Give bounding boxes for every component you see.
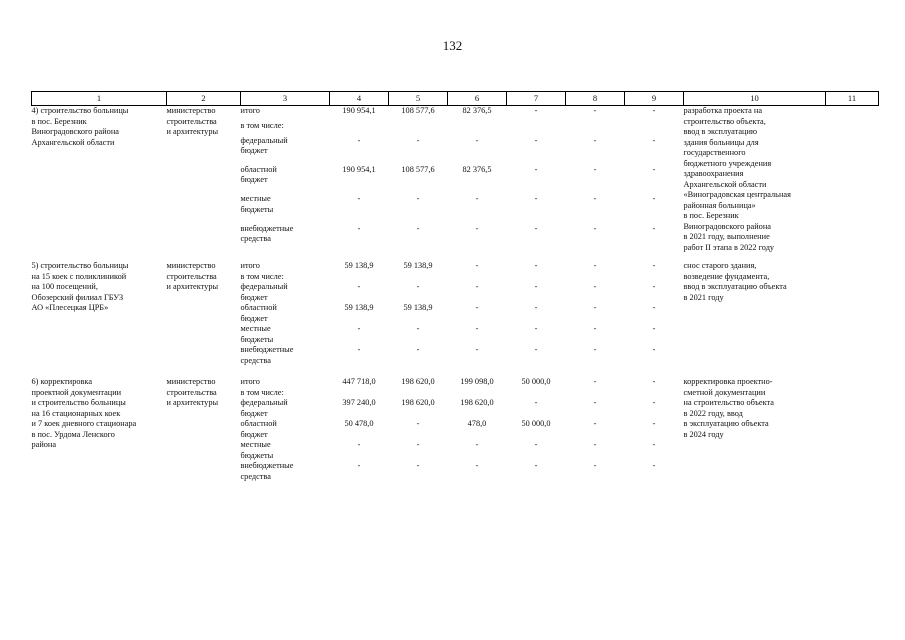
- expected-result-line: работ II этапа в 2022 году: [683, 242, 775, 252]
- responsible-agency-line: министерство: [166, 377, 216, 386]
- amount-cell: 198 620,0: [401, 398, 435, 407]
- expected-result-line: государственного: [683, 148, 746, 157]
- funding-source-line: бюджет: [240, 175, 268, 185]
- table-row: [32, 106, 879, 121]
- funding-source-line: в том числе:: [240, 271, 284, 281]
- amount-cell: -: [534, 324, 538, 333]
- amount-cell: -: [357, 135, 361, 145]
- project-name-line: 6) корректировка: [31, 377, 93, 386]
- funding-source-line: внебюджетные: [240, 345, 294, 354]
- funding-source-line: федеральный: [240, 135, 288, 145]
- amount-cell: -: [593, 223, 597, 233]
- amount-cell: -: [652, 377, 656, 386]
- header-row: [32, 92, 879, 106]
- amount-cell: -: [357, 223, 361, 233]
- funding-source-line: областной: [240, 164, 277, 174]
- amount-cell: -: [475, 261, 479, 270]
- responsible-agency-line: строительства: [166, 271, 217, 281]
- expected-result-line: на строительство объекта: [683, 398, 774, 407]
- amount-cell: -: [416, 135, 420, 145]
- program-table: [31, 91, 879, 482]
- project-name: [32, 106, 167, 254]
- project-name-line: Виноградовского района: [31, 127, 119, 136]
- amount-cell: [330, 388, 389, 399]
- project-name-line: в пос. Урдома Ленского: [31, 429, 115, 439]
- project-name-line: 4) строительство больницы: [31, 106, 129, 115]
- expected-result-line: сметной документации: [683, 387, 766, 397]
- funding-source: [241, 377, 330, 388]
- amount-cell: -: [652, 135, 656, 145]
- funding-source: [241, 165, 330, 194]
- table-body: [32, 106, 879, 483]
- funding-source: [241, 282, 330, 303]
- amount-cell: -: [652, 223, 656, 233]
- project-name-line: и строительство больницы: [31, 398, 126, 407]
- responsible-agency: [167, 106, 241, 254]
- funding-source-line: внебюджетные: [240, 461, 294, 470]
- amount-cell: -: [534, 135, 538, 145]
- col-header: 5: [389, 92, 448, 106]
- project-name-line: Обозерский филиал ГБУЗ: [31, 292, 124, 302]
- funding-source-line: средства: [240, 471, 271, 481]
- amount-cell: -: [652, 261, 656, 270]
- funding-source-line: федеральный: [240, 398, 288, 407]
- amount-cell: 190 954,1: [342, 164, 376, 174]
- amount-cell: [448, 272, 507, 283]
- amount-cell: -: [593, 324, 597, 333]
- expected-result: [684, 261, 826, 366]
- col-header: 9: [625, 92, 684, 106]
- amount-cell: -: [534, 303, 538, 312]
- amount-cell: -: [593, 282, 597, 291]
- amount-cell: 198 620,0: [460, 398, 494, 407]
- funding-source: [241, 388, 330, 399]
- amount-cell: 82 376,5: [462, 106, 492, 115]
- project-name-line: АО «Плесецкая ЦРБ»: [31, 303, 109, 312]
- amount-cell: 82 376,5: [462, 164, 492, 174]
- amount-cell: -: [652, 398, 656, 407]
- col-header: 6: [448, 92, 507, 106]
- amount-cell: -: [534, 261, 538, 270]
- amount-cell: -: [534, 398, 538, 407]
- amount-cell: -: [357, 440, 361, 449]
- funding-source-line: средства: [240, 355, 271, 365]
- funding-source-line: итого: [240, 377, 260, 386]
- amount-cell: -: [534, 106, 538, 115]
- amount-cell: 447 718,0: [342, 377, 376, 386]
- amount-cell: -: [475, 194, 479, 204]
- amount-cell: -: [416, 419, 420, 428]
- amount-cell: -: [593, 419, 597, 428]
- amount-cell: -: [357, 461, 361, 470]
- funding-source: [241, 398, 330, 419]
- amount-cell: -: [534, 194, 538, 204]
- amount-cell: -: [593, 398, 597, 407]
- amount-cell: 50 000,0: [521, 419, 551, 428]
- expected-result-line: ввод в эксплуатацию объекта: [683, 282, 787, 291]
- amount-cell: -: [416, 345, 420, 354]
- expected-result-line: в 2024 году: [683, 429, 724, 439]
- amount-cell: -: [416, 194, 420, 204]
- funding-source: [241, 272, 330, 283]
- amount-cell: -: [534, 440, 538, 449]
- amount-cell: [448, 121, 507, 136]
- funding-source: [241, 194, 330, 223]
- expected-result-line: в эксплуатацию объекта: [683, 419, 769, 428]
- block-spacer: [32, 253, 879, 261]
- funding-source: [241, 419, 330, 440]
- project-name-line: 5) строительство больницы: [31, 261, 129, 270]
- responsible-agency-line: и архитектуры: [166, 282, 219, 291]
- expected-result-line: корректировка проектно-: [683, 377, 773, 386]
- funding-source-line: местные: [240, 324, 271, 333]
- expected-result-line: здания больницы для: [683, 137, 759, 147]
- amount-cell: -: [652, 461, 656, 470]
- col-header: 1: [32, 92, 167, 106]
- col-header: 2: [167, 92, 241, 106]
- responsible-agency: [167, 261, 241, 366]
- funding-source-line: местные: [240, 194, 271, 204]
- amount-cell: -: [652, 303, 656, 312]
- funding-source-line: в том числе:: [240, 120, 284, 130]
- responsible-agency-line: строительства: [166, 116, 217, 126]
- expected-result-line: возведение фундамента,: [683, 271, 770, 281]
- expected-result-line: в 2021 году, выполнение: [683, 232, 770, 241]
- amount-cell: [566, 272, 625, 283]
- amount-cell: -: [593, 164, 597, 174]
- funding-source: [241, 461, 330, 482]
- amount-cell: -: [475, 440, 479, 449]
- funding-source-line: в том числе:: [240, 387, 284, 397]
- funding-source: [241, 224, 330, 253]
- responsible-agency-line: и архитектуры: [166, 398, 219, 407]
- amount-cell: -: [475, 223, 479, 233]
- funding-source: [241, 106, 330, 121]
- funding-source-line: областной: [240, 303, 277, 312]
- expected-result-line: в 2021 году: [683, 292, 724, 302]
- funding-source-line: местные: [240, 440, 271, 449]
- amount-cell: [625, 388, 684, 399]
- amount-cell: [389, 272, 448, 283]
- amount-cell: -: [534, 345, 538, 354]
- amount-cell: [566, 388, 625, 399]
- funding-source: [241, 324, 330, 345]
- amount-cell: -: [534, 164, 538, 174]
- amount-cell: -: [357, 194, 361, 204]
- col-header: 8: [566, 92, 625, 106]
- project-name-line: и 7 коек дневного стационара: [31, 419, 137, 428]
- amount-cell: -: [534, 461, 538, 470]
- funding-source-line: бюджеты: [240, 450, 274, 460]
- responsible-agency-line: строительства: [166, 387, 217, 397]
- project-name-line: на 16 стационарных коек: [31, 408, 121, 418]
- amount-cell: -: [593, 194, 597, 204]
- funding-source: [241, 345, 330, 366]
- funding-source-line: итого: [240, 106, 260, 115]
- funding-source-line: бюджет: [240, 292, 268, 302]
- amount-cell: -: [534, 282, 538, 291]
- funding-source-line: областной: [240, 419, 277, 428]
- funding-source-line: внебюджетные: [240, 223, 294, 233]
- funding-source: [241, 440, 330, 461]
- amount-cell: -: [475, 282, 479, 291]
- responsible-agency: [167, 377, 241, 482]
- funding-source-line: бюджет: [240, 429, 268, 439]
- amount-cell: -: [652, 164, 656, 174]
- amount-cell: -: [593, 345, 597, 354]
- amount-cell: [389, 121, 448, 136]
- expected-result-line: Архангельской области: [683, 179, 767, 189]
- amount-cell: 50 478,0: [344, 419, 374, 428]
- amount-cell: -: [652, 106, 656, 115]
- funding-source: [241, 121, 330, 136]
- amount-cell: -: [652, 345, 656, 354]
- amount-cell: -: [593, 461, 597, 470]
- expected-result-line: районная больница»: [683, 200, 756, 210]
- notes-cell: [826, 261, 879, 366]
- funding-source-line: бюджет: [240, 408, 268, 418]
- expected-result-line: в 2022 году, ввод: [683, 408, 743, 418]
- amount-cell: -: [593, 440, 597, 449]
- amount-cell: -: [593, 106, 597, 115]
- expected-result-line: в пос. Березник: [683, 211, 739, 220]
- expected-result-line: строительство объекта,: [683, 116, 766, 126]
- amount-cell: -: [357, 345, 361, 354]
- responsible-agency-line: министерство: [166, 261, 216, 270]
- notes-cell: [826, 377, 879, 482]
- amount-cell: [330, 121, 389, 136]
- amount-cell: [625, 121, 684, 136]
- responsible-agency-line: министерство: [166, 106, 216, 115]
- amount-cell: -: [652, 282, 656, 291]
- amount-cell: -: [416, 461, 420, 470]
- expected-result-line: «Виноградовская центральная: [683, 190, 791, 199]
- amount-cell: -: [416, 324, 420, 333]
- expected-result: [684, 106, 826, 254]
- project-name-line: на 100 посещений,: [31, 282, 98, 291]
- amount-cell: -: [416, 440, 420, 449]
- amount-cell: [625, 272, 684, 283]
- col-header: 4: [330, 92, 389, 106]
- amount-cell: -: [652, 324, 656, 333]
- amount-cell: -: [593, 135, 597, 145]
- amount-cell: -: [475, 303, 479, 312]
- amount-cell: [448, 388, 507, 399]
- amount-cell: -: [593, 261, 597, 270]
- table-row: [32, 261, 879, 272]
- amount-cell: -: [652, 440, 656, 449]
- project-name-line: Архангельской области: [31, 137, 115, 147]
- amount-cell: 397 240,0: [342, 398, 376, 407]
- col-header: 11: [826, 92, 879, 106]
- amount-cell: -: [475, 135, 479, 145]
- amount-cell: -: [357, 324, 361, 333]
- notes-cell: [826, 106, 879, 254]
- amount-cell: [507, 272, 566, 283]
- amount-cell: -: [652, 419, 656, 428]
- amount-cell: 478,0: [467, 419, 487, 428]
- amount-cell: -: [534, 223, 538, 233]
- col-header: 3: [241, 92, 330, 106]
- funding-source-line: средства: [240, 234, 271, 244]
- funding-source: [241, 261, 330, 272]
- col-header: 7: [507, 92, 566, 106]
- expected-result-line: Виноградовского района: [683, 221, 771, 231]
- amount-cell: 108 577,6: [401, 106, 435, 115]
- project-name-line: проектной документации: [31, 387, 122, 397]
- amount-cell: [330, 272, 389, 283]
- funding-source-line: бюджет: [240, 313, 268, 323]
- funding-source: [241, 136, 330, 165]
- amount-cell: [389, 388, 448, 399]
- project-name: [32, 261, 167, 366]
- amount-cell: -: [475, 345, 479, 354]
- funding-source-line: итого: [240, 261, 260, 270]
- project-name-line: в пос. Березник: [31, 116, 87, 126]
- amount-cell: -: [416, 223, 420, 233]
- amount-cell: 199 098,0: [460, 377, 494, 386]
- amount-cell: [507, 121, 566, 136]
- project-name: [32, 377, 167, 482]
- expected-result-line: бюджетного учреждения: [683, 158, 772, 168]
- responsible-agency-line: и архитектуры: [166, 127, 219, 136]
- amount-cell: -: [416, 282, 420, 291]
- amount-cell: -: [593, 303, 597, 312]
- expected-result-line: разработка проекта на: [683, 106, 763, 115]
- expected-result: [684, 377, 826, 482]
- amount-cell: 190 954,1: [342, 106, 376, 115]
- amount-cell: 50 000,0: [521, 377, 551, 386]
- amount-cell: [566, 121, 625, 136]
- amount-cell: 198 620,0: [401, 377, 435, 386]
- amount-cell: -: [475, 324, 479, 333]
- amount-cell: -: [593, 377, 597, 386]
- expected-result-line: снос старого здания,: [683, 261, 757, 270]
- amount-cell: -: [357, 282, 361, 291]
- amount-cell: 59 138,9: [344, 303, 374, 312]
- amount-cell: [507, 388, 566, 399]
- amount-cell: 108 577,6: [401, 164, 435, 174]
- amount-cell: -: [475, 461, 479, 470]
- funding-source: [241, 303, 330, 324]
- expected-result-line: ввод в эксплуатацию: [683, 127, 758, 136]
- funding-source-line: бюджеты: [240, 204, 274, 214]
- project-name-line: на 15 коек с поликлиникой: [31, 271, 127, 281]
- funding-source-line: бюджет: [240, 146, 268, 156]
- col-header: 10: [684, 92, 826, 106]
- funding-source-line: бюджеты: [240, 334, 274, 344]
- page-number: 132: [442, 38, 463, 53]
- amount-cell: 59 138,9: [403, 261, 433, 270]
- table-row: [32, 377, 879, 388]
- funding-source-line: федеральный: [240, 282, 288, 291]
- amount-cell: 59 138,9: [344, 261, 374, 270]
- amount-cell: 59 138,9: [403, 303, 433, 312]
- project-name-line: района: [31, 440, 57, 449]
- amount-cell: -: [652, 194, 656, 204]
- expected-result-line: здравоохранения: [683, 169, 744, 178]
- block-spacer: [32, 366, 879, 377]
